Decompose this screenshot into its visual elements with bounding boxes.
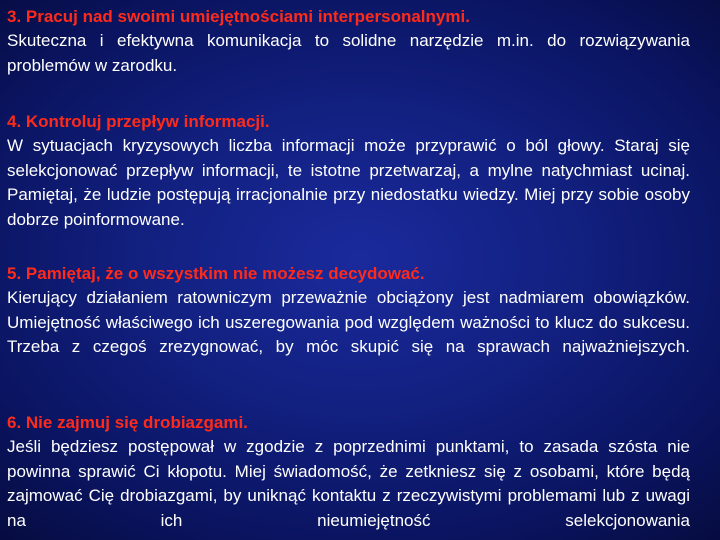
section-body: Jeśli będziesz postępował w zgodzie z poprzednimi punktami, to zasada szósta nie powinna sprawić Ci kłopotu. Miej świadomość, że zetkniesz się z osobami, które będą zajmować Cię drobiazgami, by uniknąć kontaktu z rzeczywistymi problemami lub z uwagi na ich nieumiejętność selekcjonowania — [7, 437, 690, 530]
section-6 — [7, 411, 690, 533]
section-4 — [7, 110, 690, 232]
section-body: Skuteczna i efektywna komunikacja to solidne narzędzie m.in. do rozwiązywania problemów w zarodku. — [7, 31, 690, 75]
section-heading: 5. Pamiętaj, że o wszystkim nie możesz decydować. — [7, 264, 425, 283]
section-5 — [7, 262, 690, 360]
section-body: Kierujący działaniem ratowniczym przeważnie obciążony jest nadmiarem obowiązków. Umiejętność właściwego ich uszeregowania pod względem ważności to klucz do sukcesu. Trzeba z czegoś zrezygnować, by móc skupić się na sprawach najważniejszych. — [7, 288, 690, 356]
section-3 — [7, 5, 690, 78]
section-body: W sytuacjach kryzysowych liczba informacji może przyprawić o ból głowy. Staraj się selekcjonować przepływ informacji, te istotne przetwarzaj, a mylne natychmiast ucinaj. Pamiętaj, że ludzie postępują irracjonalnie przy niedostatku wiedzy. Miej przy sobie osoby dobrze poinformowane. — [7, 136, 690, 229]
section-heading: 4. Kontroluj przepływ informacji. — [7, 112, 270, 131]
section-heading: 6. Nie zajmuj się drobiazgami. — [7, 413, 248, 432]
section-heading: 3. Pracuj nad swoimi umiejętnościami interpersonalnymi. — [7, 7, 470, 26]
